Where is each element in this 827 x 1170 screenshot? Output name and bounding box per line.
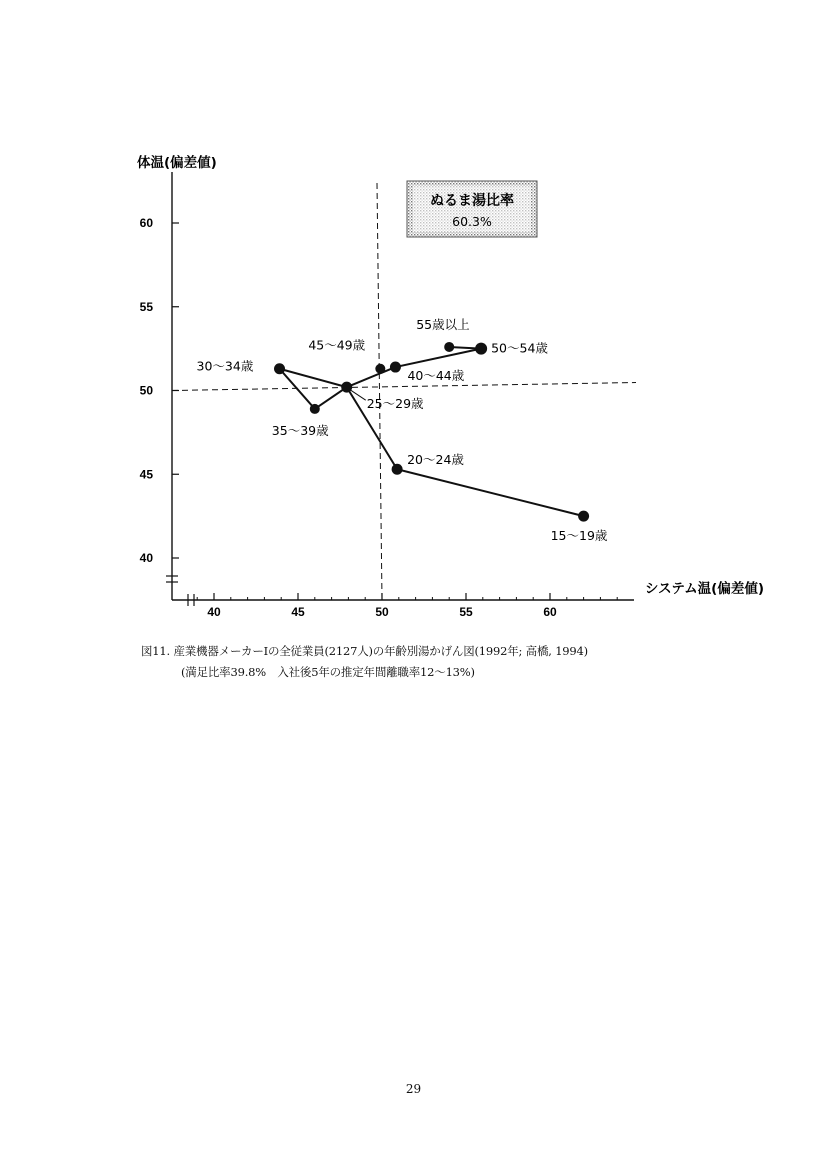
point-label: 35〜39歳 xyxy=(271,422,329,438)
y-tick-label: 60 xyxy=(139,216,153,230)
reference-line-vertical xyxy=(377,183,382,600)
point-label: 40〜44歳 xyxy=(407,368,465,384)
y-tick-label: 40 xyxy=(139,551,153,565)
reference-line-horizontal xyxy=(172,383,636,391)
point-label: 25〜29歳 xyxy=(366,396,424,412)
y-tick-label: 45 xyxy=(139,467,153,482)
data-point xyxy=(392,464,403,475)
data-point xyxy=(475,343,487,355)
page-number: 29 xyxy=(405,1082,422,1096)
y-axis-title: 体温(偏差値) xyxy=(137,155,217,171)
inset-value: 60.3% xyxy=(452,214,492,229)
data-point xyxy=(444,342,454,352)
data-point xyxy=(375,364,385,374)
point-label: 45〜49歳 xyxy=(308,337,366,353)
point-label: 20〜24歳 xyxy=(407,452,464,468)
point-label: 15〜19歳 xyxy=(550,528,608,544)
point-label: 50〜54歳 xyxy=(491,340,548,356)
y-tick-label: 50 xyxy=(139,383,153,398)
figure-caption: 図11. 産業機器メーカーIの全従業員(2127人)の年齢別湯かげん図(1992年; 高橋, 1994) xyxy=(141,644,588,658)
data-point xyxy=(390,362,401,373)
data-point xyxy=(310,404,320,414)
x-tick-label: 40 xyxy=(207,605,221,619)
point-label: 30〜34歳 xyxy=(196,358,254,374)
inset-box xyxy=(407,181,537,237)
x-tick-label: 55 xyxy=(459,605,473,619)
inset-title: ぬるま湯比率 xyxy=(430,193,514,209)
x-tick-label: 60 xyxy=(543,605,557,619)
x-axis-title: システム温(偏差値) xyxy=(645,581,764,597)
point-labels xyxy=(197,317,608,543)
x-tick-label: 50 xyxy=(375,605,389,619)
y-tick-label: 55 xyxy=(139,299,153,314)
point-label: 55歳以上 xyxy=(416,316,470,332)
x-tick-label: 45 xyxy=(291,605,305,619)
data-point xyxy=(578,511,589,522)
figure-caption-note: (満足比率39.8% 入社後5年の推定年間離職率12〜13%) xyxy=(181,665,475,679)
data-point xyxy=(341,382,352,393)
data-point xyxy=(274,363,285,374)
